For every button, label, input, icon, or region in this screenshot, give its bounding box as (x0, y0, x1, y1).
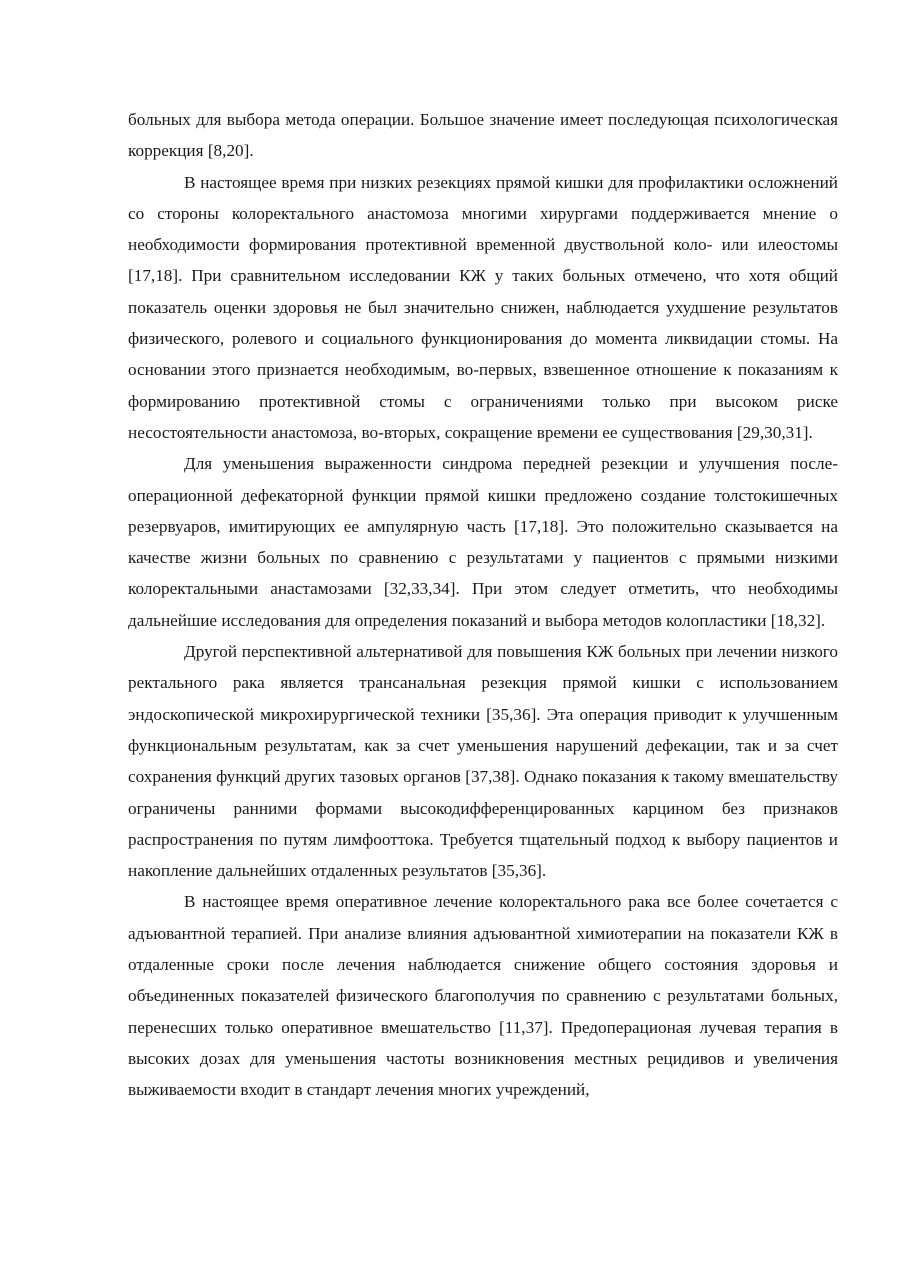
paragraph-1: больных для выбора метода операции. Большое значение имеет последующая психологическая коррекция [8,20]. (128, 110, 838, 161)
paragraph-4: Другой перспективной альтернативой для повышения КЖ больных при лечении низкого ректального рака является трансанальная резекция прямой кишки с использованием эндоскопической микрохирургической техники [35,36]. Эта операция приводит к улучшенным функциональным результатам, как за счет уменьшения нарушений дефекации, так и за счет сохранения функций других тазовых органов [37,38]. Однако показания к такому вмешательству ограничены ранними формами высокодифференцированных карцином без признаков распространения по путям лимфооттока. Требуется тщательный подход к выбору пациентов и накопление дальнейших отдаленных результатов [35,36]. (128, 642, 838, 881)
paragraph-5: В настоящее время оперативное лечение колоректального рака все более сочетается с адъювантной терапией. При анализе влияния адъювантной химиотерапии на показатели КЖ в отдаленные сроки после лечения наблюдается снижение общего состояния здоровья и объединенных показателей физического благополучия по сравнению с результатами больных, перенесших только оперативное вмешательство [11,37]. Предоперационая лучевая терапия в высоких дозах для уменьшения частоты возникновения местных рецидивов и увеличения выживаемости входит в стандарт лечения многих учреждений, (128, 892, 838, 1100)
paragraph-2: В настоящее время при низких резекциях прямой кишки для профилактики осложнений со стороны колоректального анастомоза многими хирургами поддерживается мнение о необходимости формирования протективной временной двуствольной коло- или илеостомы [17,18]. При сравнительном исследовании КЖ у таких больных отмечено, что хотя общий показатель оценки здоровья не был значительно снижен, наблюдается ухудшение результатов физического, ролевого и социального функционирования до момента ликвидации стомы. На основании этого признается необходимым, во-первых, взвешенное отношение к показаниям к формированию протективной стомы с ограничениями только при высоком риске несостоятельности анастомоза, во-вторых, сокращение времени ее существования [29,30,31]. (128, 172, 838, 442)
paragraph-3: Для уменьшения выраженности синдрома передней резекции и улучшения послеоперационной дефекаторной функции прямой кишки предложено создание толстокишечных резервуаров, имитирующих ее ампулярную часть [17,18]. Это положительно сказывается на качестве жизни больных по сравнению с результатами у пациентов с прямыми низкими колоректальными анастамозами [32,33,34]. При этом следует отметить, что необходимы дальнейшие исследования для определения показаний и выбора методов колопластики [18,32]. (128, 454, 838, 630)
body-text (128, 104, 838, 1106)
